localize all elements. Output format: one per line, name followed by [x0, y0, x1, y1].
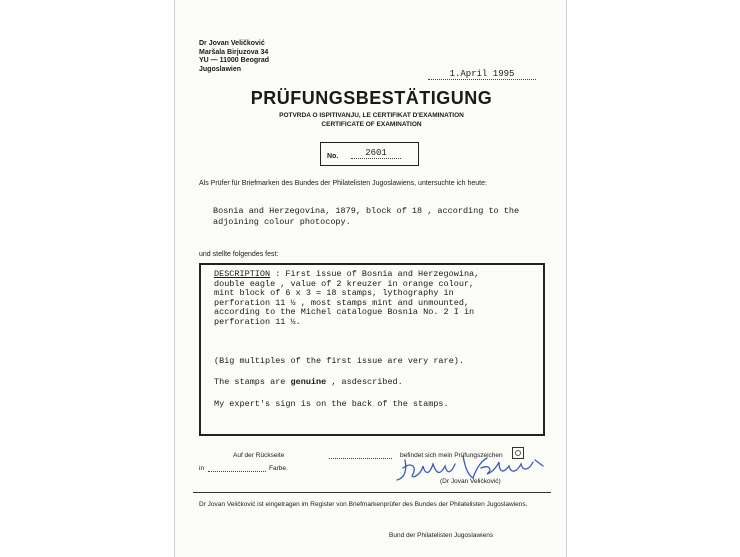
- number-label: No.: [327, 153, 339, 160]
- subtitle-english: CERTIFICATE OF EXAMINATION: [321, 121, 422, 128]
- rarity-note: (Big multiples of the first issue are very rare).: [214, 356, 464, 366]
- sender-address: [199, 40, 269, 74]
- color-label: Farbe.: [269, 465, 288, 472]
- examined-item: Bosnia and Herzegovina, 1879, block of 18 , according to the adjoining colour photocopy.: [213, 206, 520, 227]
- intro-text: Als Prüfer für Briefmarken des Bundes der Philatelisten Jugoslawiens, untersuchte ich heute:: [199, 180, 487, 187]
- signature-name: (Dr Jovan Veličković): [440, 478, 501, 485]
- sign-note: My expert's sign is on the back of the stamps.: [214, 399, 449, 409]
- description-text: [214, 270, 536, 328]
- certificate-date: 1.April 1995: [428, 69, 536, 80]
- address-country: Jugoslawien: [199, 65, 242, 73]
- page-title: PRÜFUNGSBESTÄTIGUNG: [250, 88, 493, 108]
- genuine-statement: The stamps are genuine , asdescribed.: [214, 377, 403, 387]
- certificate-number-box: [320, 142, 419, 166]
- address-street: Maršala Birjuzova 34: [199, 48, 269, 56]
- back-side-label: Auf der Rückseite: [233, 452, 285, 459]
- register-note: Dr Jovan Veličković ist eingetragen im Register von Briefmarkenprüfer des Bundes der Philatelisten Jugoslawiens.: [199, 501, 528, 508]
- description-box: [199, 263, 545, 436]
- association-name: Bund der Philatelisten Jugoslawiens: [389, 532, 494, 539]
- description-body: : First issue of Bosnia and Herzegowina, double eagle , value of 2 kreuzer in orange colour, mint block of 6 x 3 = 18 stamps, lythography in perforation 11 ½ , most stamps mint and unmounted, according to the Michel catalogue Bosnia No. 2 I in perforation 11 ½.: [214, 269, 480, 327]
- exam-mark-label: befindet sich mein Prüfungszeichen: [400, 452, 503, 459]
- number-value: 2601: [351, 148, 401, 159]
- findings-lead: und stellte folgendes fest:: [199, 251, 279, 258]
- description-heading: DESCRIPTION: [214, 269, 271, 279]
- genuine-word: genuine: [290, 377, 327, 387]
- dotted-line: [208, 471, 266, 472]
- in-label: in: [199, 465, 205, 472]
- certificate-sheet: [174, 0, 567, 557]
- address-city: YU — 11000 Beograd: [199, 57, 270, 64]
- subtitle-multilingual: POTVRDA O ISPITIVANJU, LE CERTIFIKAT D'EXAMINATION: [279, 112, 464, 119]
- divider: [193, 492, 551, 493]
- dotted-line: [329, 458, 392, 459]
- address-name: Dr Jovan Veličković: [199, 40, 265, 47]
